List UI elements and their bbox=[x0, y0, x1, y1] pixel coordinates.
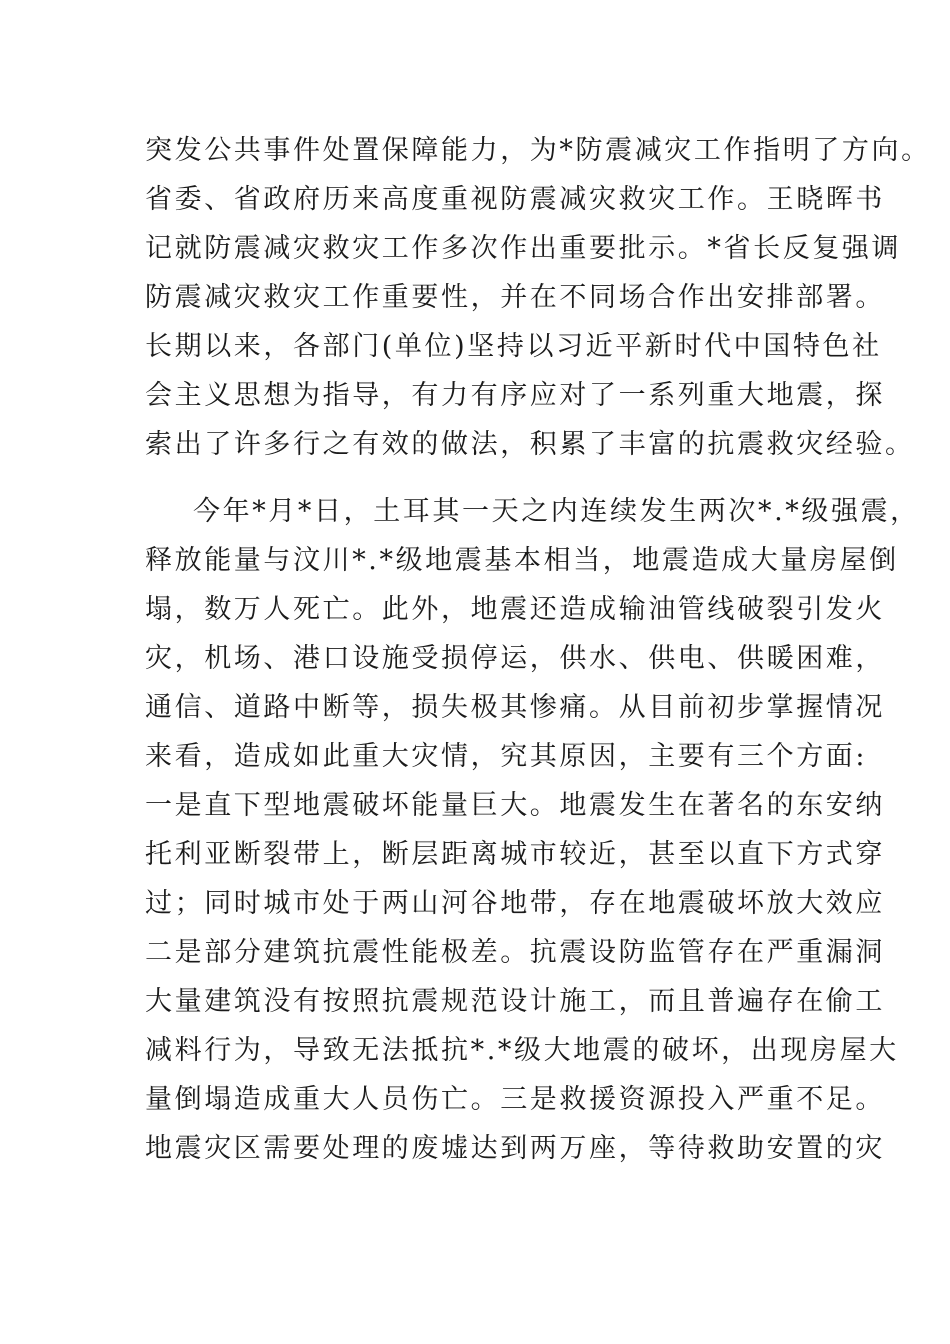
text-line: 过；同时城市处于两山河谷地带，存在地震破坏放大效应 bbox=[145, 888, 885, 919]
text-line: 记就防震减灾救灾工作多次作出重要批示。*省长反复强调 bbox=[145, 233, 902, 264]
text-line: 大量建筑没有按照抗震规范设计施工，而且普遍存在偷工 bbox=[145, 986, 885, 1017]
text-line: 会主义思想为指导，有力有序应对了一系列重大地震，探 bbox=[145, 380, 885, 411]
text-line: 长期以来，各部门(单位)坚持以习近平新时代中国特色社 bbox=[145, 331, 882, 362]
text-line: 减料行为，导致无法抵抗*.*级大地震的破坏，出现房屋大 bbox=[145, 1035, 899, 1066]
text-line: 塌，数万人死亡。此外，地震还造成输油管线破裂引发火 bbox=[145, 594, 885, 625]
text-line: 量倒塌造成重大人员伤亡。三是救援资源投入严重不足。 bbox=[145, 1084, 885, 1115]
text-line: 突发公共事件处置保障能力，为*防震减灾工作指明了方向。 bbox=[145, 135, 931, 166]
text-line: 通信、道路中断等，损失极其惨痛。从目前初步掌握情况 bbox=[145, 692, 885, 723]
text-line: 防震减灾救灾工作重要性，并在不同场合作出安排部署。 bbox=[145, 282, 885, 313]
text-line: 地震灾区需要处理的废墟达到两万座，等待救助安置的灾 bbox=[145, 1133, 885, 1164]
text-line: 索出了许多行之有效的做法，积累了丰富的抗震救灾经验。 bbox=[145, 429, 915, 460]
text-line: 一是直下型地震破坏能量巨大。地震发生在著名的东安纳 bbox=[145, 790, 885, 821]
text-line: 今年*月*日，土耳其一天之内连续发生两次*.*级强震， bbox=[193, 496, 920, 527]
text-line: 省委、省政府历来高度重视防震减灾救灾工作。王晓晖书 bbox=[145, 184, 885, 215]
text-line: 释放能量与汶川*.*级地震基本相当，地震造成大量房屋倒 bbox=[145, 545, 899, 576]
text-line: 灾，机场、港口设施受损停运，供水、供电、供暖困难， bbox=[145, 643, 885, 674]
text-line: 托利亚断裂带上，断层距离城市较近，甚至以直下方式穿 bbox=[145, 839, 885, 870]
text-line: 二是部分建筑抗震性能极差。抗震设防监管存在严重漏洞 bbox=[145, 937, 885, 968]
text-line: 来看，造成如此重大灾情，究其原因，主要有三个方面: bbox=[145, 741, 868, 772]
